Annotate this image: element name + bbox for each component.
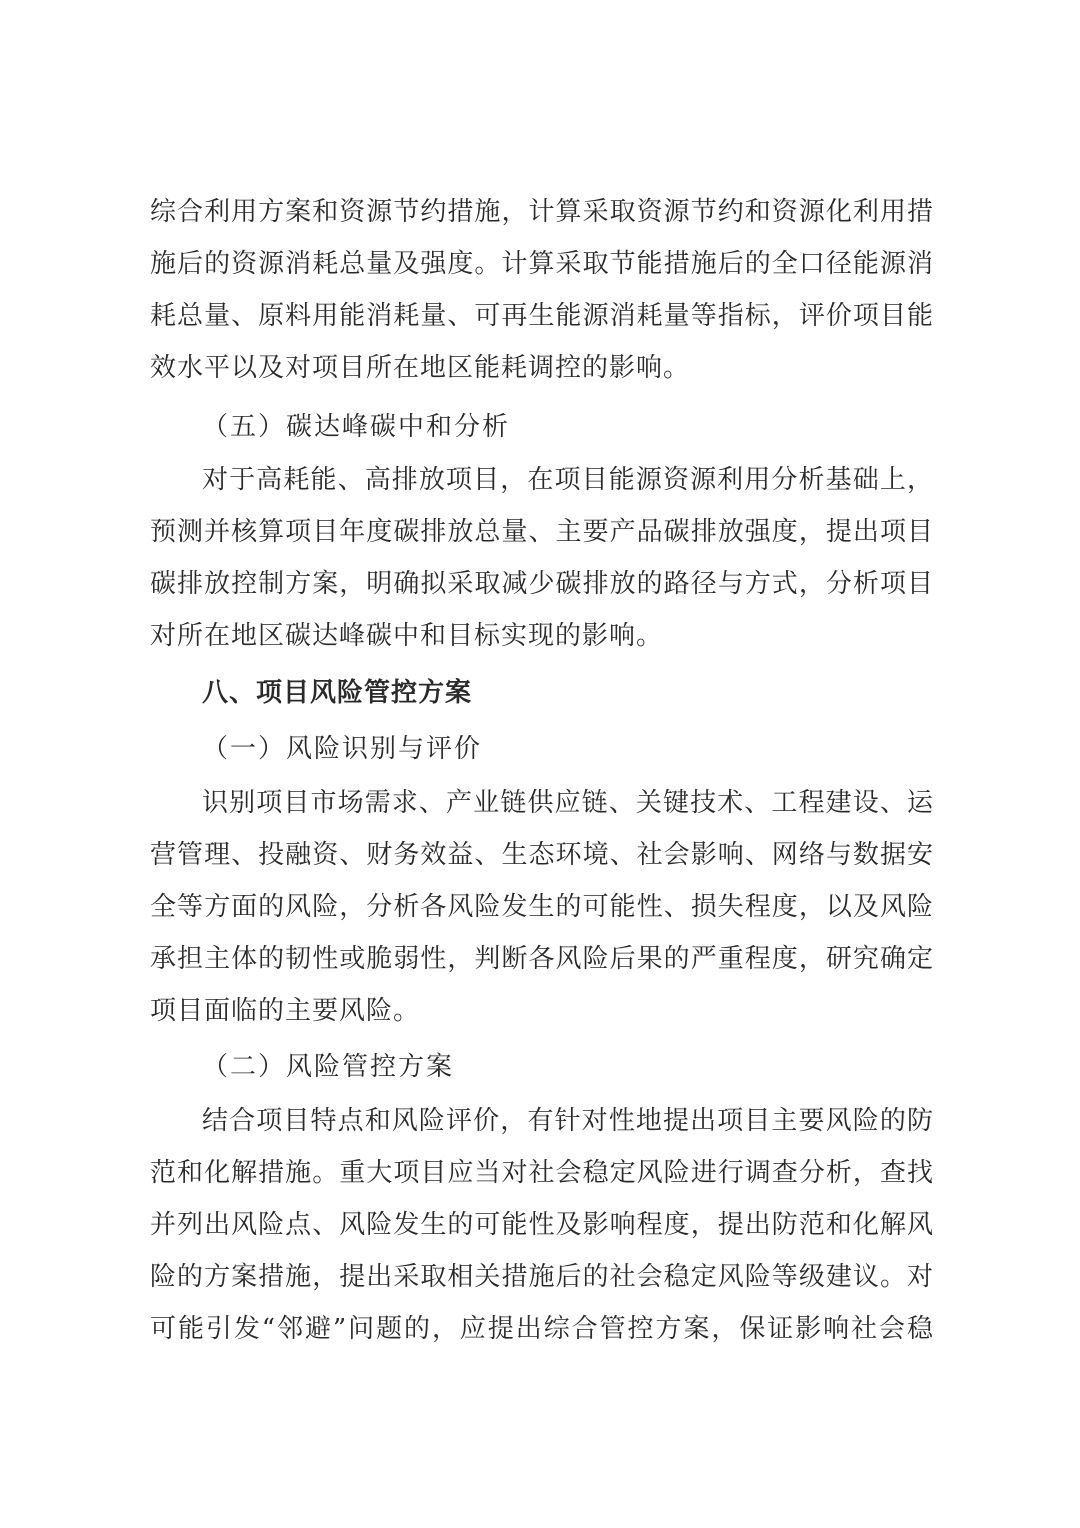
paragraph-line: 承担主体的韧性或脆弱性，判断各风险后果的严重程度，研究确定 [150,944,934,974]
paragraph-line: 效水平以及对项目所在地区能耗调控的影响。 [150,353,691,383]
section-heading: 八、项目风险管控方案 [202,678,473,708]
paragraph-line: 预测并核算项目年度碳排放总量、主要产品碳排放强度，提出项目 [150,517,934,547]
paragraph-line: 项目面临的主要风险。 [150,996,421,1026]
paragraph-line: 险的方案措施，提出采取相关措施后的社会稳定风险等级建议。对 [150,1262,934,1292]
paragraph-line: 结合项目特点和风险评价，有针对性地提出项目主要风险的防 [202,1106,934,1136]
paragraph-line: 耗总量、原料用能消耗量、可再生能源消耗量等指标，评价项目能 [150,301,934,331]
subsection-heading: （五）碳达峰碳中和分析 [202,412,511,442]
paragraph-line: 全等方面的风险，分析各风险发生的可能性、损失程度，以及风险 [150,892,934,922]
paragraph-line: 对于高耗能、高排放项目，在项目能源资源利用分析基础上， [202,465,934,495]
paragraph-line: 并列出风险点、风险发生的可能性及影响程度，提出防范和化解风 [150,1210,934,1240]
paragraph-line: 识别项目市场需求、产业链供应链、关键技术、工程建设、运 [202,788,934,818]
paragraph-line: 营管理、投融资、财务效益、生态环境、社会影响、网络与数据安 [150,840,934,870]
paragraph-line: 对所在地区碳达峰碳中和目标实现的影响。 [150,621,664,651]
paragraph-line: 施后的资源消耗总量及强度。计算采取节能措施后的全口径能源消 [150,249,934,279]
subsection-heading: （二）风险管控方案 [202,1052,455,1082]
subsection-heading: （一）风险识别与评价 [202,734,483,764]
paragraph-line: 碳排放控制方案，明确拟采取减少碳排放的路径与方式，分析项目 [150,569,934,599]
paragraph-line: 综合利用方案和资源节约措施，计算采取资源节约和资源化利用措 [150,197,934,227]
paragraph-line: 范和化解措施。重大项目应当对社会稳定风险进行调查分析，查找 [150,1158,934,1188]
paragraph-line: 可能引发“邻避”问题的，应提出综合管控方案，保证影响社会稳 [150,1314,934,1344]
